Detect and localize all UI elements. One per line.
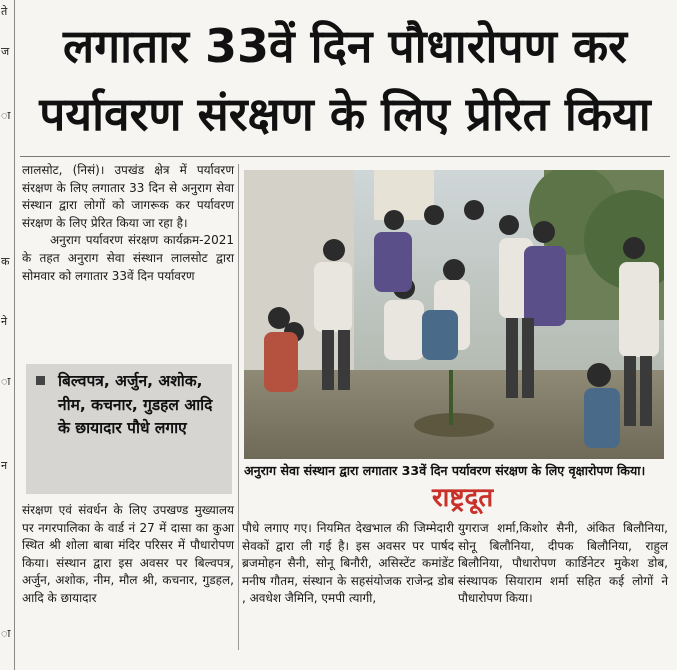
paragraph-attendees: पौधे लगाए गए। नियमित देखभाल की जिम्मेदारी सेवकों द्वारा ली गई है। इस अवसर पर पार्षद ब्रजमोहन सैनी, सोनू बिनौरी, असिस्टेंट कमांडेंट मनीष गौतम, संस्थान के सहसंयोजक राजेन्द्र डोब , अवधेश जैमिनि, एमपी त्यागी, xyxy=(242,521,454,606)
paragraph-plantation: संरक्षण एवं संवर्धन के लिए उपखण्ड मुख्यालय पर नगरपालिका के वार्ड नं 27 में दासा का कुआ स्थित श्री शोला बाबा मंदिर परिसर में पौधारोपण किया। संस्थान द्वारा इस अवसर पर बिल्वपत्र, अर्जुन, अशोक, नीम, मौल श्री, कचनार, गुडहल, आदि के छायादार xyxy=(22,503,234,605)
paragraph-intro: लालसोट, (निसं)। उपखंड क्षेत्र में पर्यावरण संरक्षण के लिए लगातार 33 दिन से अनुराग सेवा संस्थान द्वारा लोगों को जागरूक कर पर्यावरण संरक्षण के लिए प्रेरित किया जा रहा है। xyxy=(22,163,234,230)
headline-divider xyxy=(20,156,670,157)
column-divider xyxy=(238,164,239,650)
paragraph-program: अनुराग पर्यावरण संरक्षण कार्यक्रम-2021 के तहत अनुराग सेवा संस्थान लालसोट द्वारा सोमवार को लगातार 33वें दिन पर्यावरण xyxy=(22,233,234,283)
article-column-2 xyxy=(242,520,454,608)
highlight-box xyxy=(26,364,232,494)
adjacent-column-strip xyxy=(0,0,15,670)
article-column-3 xyxy=(458,520,668,608)
paragraph-attendees-continued: युगराज शर्मा,किशोर सैनी, अंकित बिलौनिया, सोनू बिलौनिया, दीपक बिलौनिया, राहुल बिलौनिया, पौधारोपण कार्डिनेटर मुकेश डोब, संस्थापक सियाराम शर्मा सहित कई लोगों ने पौधारोपण किया। xyxy=(458,521,668,606)
news-photo xyxy=(244,170,664,459)
bullet-square-icon xyxy=(36,376,45,385)
plantation-photo-image xyxy=(244,170,664,459)
strip-char: ने xyxy=(1,315,8,328)
article-column-1-continued xyxy=(22,502,234,608)
strip-char: ा xyxy=(1,627,11,640)
headline-line-2: पर्यावरण संरक्षण के लिए प्रेरित किया xyxy=(39,87,651,141)
strip-char: ज xyxy=(1,45,10,58)
photo-caption: अनुराग सेवा संस्थान द्वारा लगातार 33वें दिन पर्यावरण संरक्षण के लिए वृक्षारोपण किया। xyxy=(244,463,646,478)
strip-char: ा xyxy=(1,375,11,388)
strip-char: क xyxy=(1,255,10,268)
strip-char: ा xyxy=(1,109,11,122)
headline-line-1: लगातार 33वें दिन पौधारोपण कर xyxy=(63,19,627,73)
article-column-1 xyxy=(22,162,234,285)
strip-char: न xyxy=(1,459,8,472)
newspaper-masthead: राष्ट्रदूत xyxy=(432,483,494,513)
headline xyxy=(20,12,670,148)
strip-char: ते xyxy=(1,5,8,18)
highlight-text: बिल्वपत्र, अर्जुन, अशोक, नीम, कचनार, गुडहल आदि के छायादार पौधे लगाए xyxy=(58,372,213,438)
